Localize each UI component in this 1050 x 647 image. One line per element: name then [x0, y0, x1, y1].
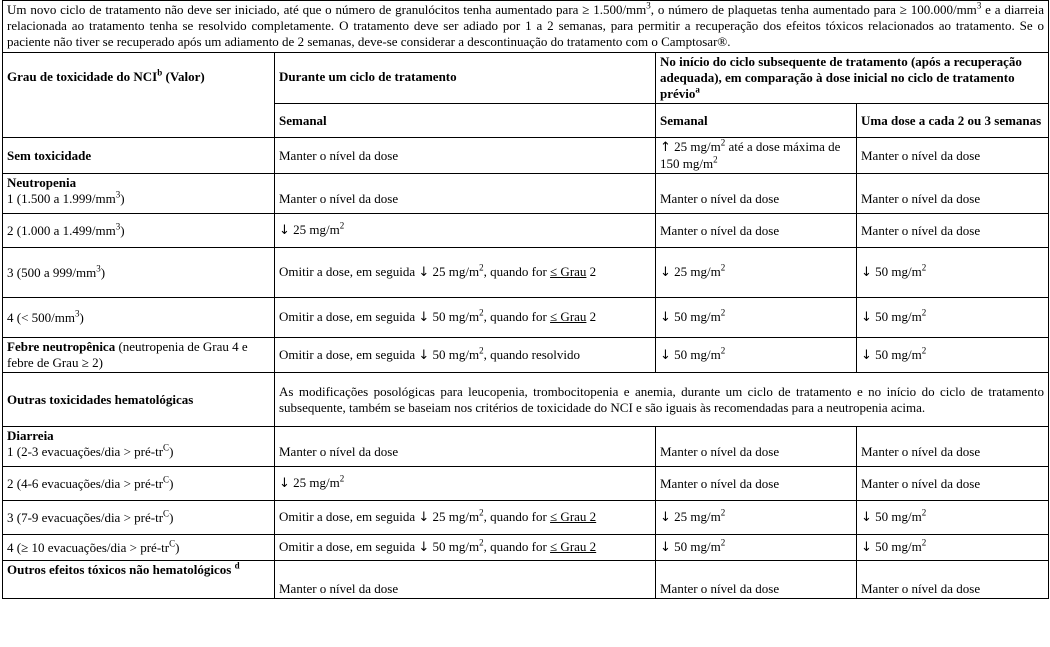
label-diarrhea: Diarreia: [7, 428, 54, 443]
header-during-cycle: Durante um ciclo de tratamento: [275, 53, 656, 104]
label-diarrhea-4: 4 (≥ 10 evacuações/dia > pré-$tr^C$): [3, 535, 275, 561]
cell-maintain: Manter o nível da dose: [275, 561, 656, 599]
row-neutropenia-2: [3, 214, 1049, 248]
cell-maintain: Manter o nível da dose: [656, 467, 857, 501]
cell-other-hematologic-text: As modificações posológicas para leucopenia, trombocitopenia e anemia, durante um ciclo de tratamento e no início do ciclo de tratamento subsequente, também se baseiam nos critérios de toxicidade do NCI e são iguais às recomendadas para a neutropenia acima.: [275, 373, 1049, 427]
cell-maintain: Manter o nível da dose: [656, 427, 857, 467]
arrow-down-icon: ↓: [861, 347, 872, 363]
row-diarrhea-3: [3, 501, 1049, 535]
arrow-down-icon: ↓: [418, 310, 430, 325]
cell-maintain: Manter o nível da dose: [857, 427, 1049, 467]
cell-maintain: Manter o nível da dose: [275, 427, 656, 467]
cell-decrease-50: ↓ 50 $mg/m^2$: [857, 338, 1049, 373]
arrow-down-icon: ↓: [418, 265, 430, 280]
arrow-down-icon: ↓: [861, 540, 872, 555]
label-neutropenia: Neutropenia: [7, 175, 77, 190]
row-other-non-hematologic: [3, 561, 1049, 599]
cell-omit-25: Omitir a dose, em seguida ↓ 25 $mg/m^2$, quando for ≤ Grau 2: [275, 248, 656, 298]
label-neutropenia-2: 2 (1.000 a $1.499/mm^3$): [3, 214, 275, 248]
label-neutropenia-3: 3 (500 a $999/mm^3$): [3, 248, 275, 298]
label-other-hematologic: Outras toxicidades hematológicas: [3, 373, 275, 427]
cell-maintain: Manter o nível da dose: [857, 138, 1049, 174]
cell-maintain: Manter o nível da dose: [656, 561, 857, 599]
cell-decrease-50: ↓ 50 $mg/m^2$: [857, 248, 1049, 298]
arrow-down-icon: ↓: [279, 223, 290, 238]
cell-maintain: Manter o nível da dose: [275, 138, 656, 174]
arrow-up-icon: ↑: [660, 140, 671, 155]
arrow-down-icon: ↓: [418, 540, 430, 555]
label-diarrhea-1: Diarreia 1 (2-3 evacuações/dia > pré-$tr^C$): [3, 427, 275, 467]
arrow-down-icon: ↓: [418, 510, 430, 525]
row-neutropenia-1: [3, 174, 1049, 214]
cell-maintain: Manter o nível da dose: [275, 174, 656, 214]
row-neutropenia-3: [3, 248, 1049, 298]
label-neutropenia-1: Neutropenia 1 (1.500 a $1.999/mm^3$): [3, 174, 275, 214]
cell-maintain: Manter o nível da dose: [857, 561, 1049, 599]
cell-omit-50: Omitir a dose, em seguida ↓ 50 $mg/m^2$, quando for ≤ Grau 2: [275, 535, 656, 561]
cell-decrease-25: ↓ 25 $mg/m^2$: [275, 467, 656, 501]
label-neutropenia-4: 4 (< $500/mm^3$): [3, 298, 275, 338]
subheader-weekly-next: Semanal: [656, 104, 857, 138]
arrow-down-icon: ↓: [861, 265, 872, 280]
row-febrile-neutropenia: [3, 338, 1049, 373]
cell-omit-50: Omitir a dose, em seguida ↓ 50 $mg/m^2$, quando for ≤ Grau 2: [275, 298, 656, 338]
cell-maintain: Manter o nível da dose: [656, 174, 857, 214]
arrow-down-icon: ↓: [279, 476, 290, 491]
cell-decrease-50: ↓ 50 $mg/m^2$: [656, 298, 857, 338]
dose-modification-table-document: [2, 0, 1048, 599]
label-febrile-neutropenia: Febre neutropênica (neutropenia de Grau 4 e febre de Grau ≥ 2): [3, 338, 275, 373]
cell-decrease-50: ↓ 50 $mg/m^2$: [857, 535, 1049, 561]
cell-omit-50-resolved: Omitir a dose, em seguida ↓ 50 $mg/m^2$, quando resolvido: [275, 338, 656, 373]
arrow-down-icon: ↓: [418, 347, 430, 363]
cell-decrease-50: ↓ 50 $mg/m^2$: [857, 298, 1049, 338]
row-diarrhea-4: [3, 535, 1049, 561]
arrow-down-icon: ↓: [861, 510, 872, 525]
subheader-2-or-3-weeks: Uma dose a cada 2 ou 3 semanas: [857, 104, 1049, 138]
arrow-down-icon: ↓: [861, 310, 872, 325]
label-no-toxicity: Sem toxicidade: [3, 138, 275, 174]
cell-decrease-50: ↓ 50 $mg/m^2$: [656, 535, 857, 561]
row-diarrhea-2: [3, 467, 1049, 501]
row-no-toxicity: [3, 138, 1049, 174]
row-other-hematologic: [3, 373, 1049, 427]
cell-decrease-25: ↓ 25 $mg/m^2$: [656, 501, 857, 535]
cell-maintain: Manter o nível da dose: [857, 214, 1049, 248]
cell-decrease-25: ↓ 25 $mg/m^2$: [275, 214, 656, 248]
row-neutropenia-4: [3, 298, 1049, 338]
arrow-down-icon: ↓: [660, 310, 671, 325]
subheader-weekly-during: Semanal: [275, 104, 656, 138]
label-diarrhea-2: 2 (4-6 evacuações/dia > pré-$tr^C$): [3, 467, 275, 501]
dose-modification-table: [2, 0, 1049, 599]
arrow-down-icon: ↓: [660, 347, 671, 363]
label-other-non-hematologic: Outros efeitos tóxicos não hematológicos $^d$: [3, 561, 275, 599]
cell-maintain: Manter o nível da dose: [857, 174, 1049, 214]
arrow-down-icon: ↓: [660, 540, 671, 555]
cell-omit-25: Omitir a dose, em seguida ↓ 25 $mg/m^2$, quando for ≤ Grau 2: [275, 501, 656, 535]
cell-decrease-50: ↓ 50 $mg/m^2$: [656, 338, 857, 373]
intro-row: [3, 1, 1049, 53]
intro-paragraph: Um novo ciclo de tratamento não deve ser iniciado, até que o número de granulócitos tenha aumentado para ≥ $1.500/mm^3$, o número de plaquetas tenha aumentado para ≥ $100.000/mm^3$ e a diarreia relacionada ao tratamento tenha se resolvido completamente. O tratamento deve ser adiado por 1 a 2 semanas, para permitir a recuperação dos efeitos tóxicos relacionados ao tratamento. Se o paciente não tiver se recuperado após um adiamento de 2 semanas, deve-se considerar a descontinuação do tratamento com o Camptosar®.: [3, 1, 1049, 53]
label-diarrhea-3: 3 (7-9 evacuações/dia > pré-$tr^C$): [3, 501, 275, 535]
row-diarrhea-1: [3, 427, 1049, 467]
cell-maintain: Manter o nível da dose: [656, 214, 857, 248]
arrow-down-icon: ↓: [660, 510, 671, 525]
arrow-down-icon: ↓: [660, 265, 671, 280]
cell-increase-dose: ↑ 25 $mg/m^2$ até a dose máxima de 150 $mg/m^2$: [656, 138, 857, 174]
header-row: [3, 53, 1049, 104]
header-grade: Grau de toxicidade do NCI$^b$ (Valor): [3, 53, 275, 138]
cell-maintain: Manter o nível da dose: [857, 467, 1049, 501]
header-next-cycle: No início do ciclo subsequente de tratamento (após a recuperação adequada), em comparação à dose inicial no ciclo de tratamento prévio$^a$: [656, 53, 1049, 104]
cell-decrease-50: ↓ 50 $mg/m^2$: [857, 501, 1049, 535]
cell-decrease-25: ↓ 25 $mg/m^2$: [656, 248, 857, 298]
